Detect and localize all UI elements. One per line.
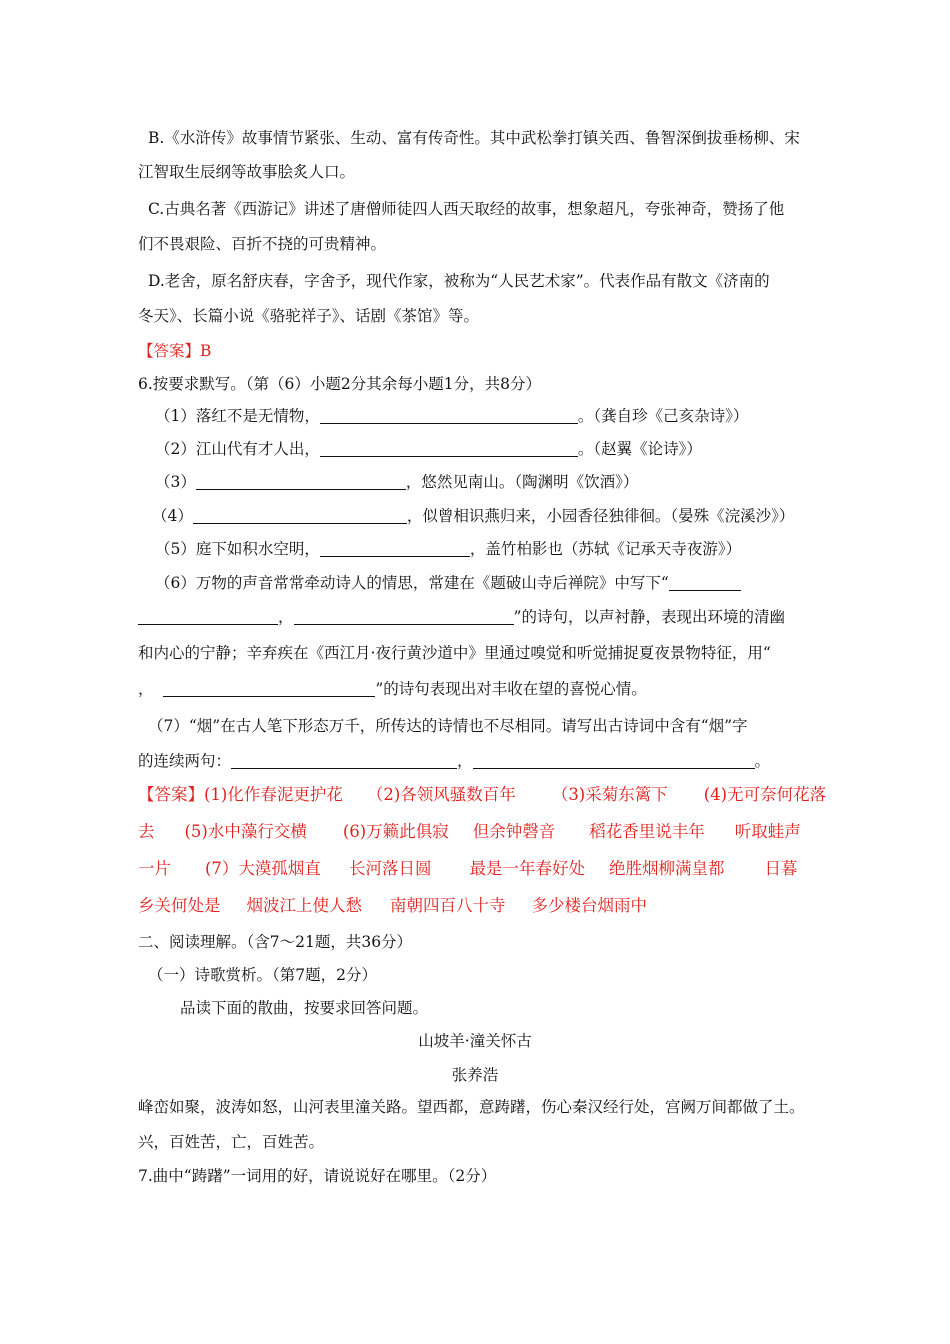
- q6-item2: （2）江山代有才人出， 。（赵翼《论诗》）: [155, 440, 702, 458]
- q7: 7.曲中“踌躇”一词用的好，请说说好在哪里。（2分）: [138, 1167, 497, 1185]
- q6-item6-line2: ， ”的诗句，以声衬静，表现出环境的清幽: [138, 606, 785, 628]
- answer-blank[interactable]: [294, 608, 514, 625]
- q6-item6-line4: ， ”的诗句表现出对丰收在望的喜悦心情。: [138, 680, 647, 698]
- option-d-line2: 冬天》、长篇小说《骆驼祥子》、话剧《茶馆》等。: [138, 307, 480, 325]
- q6-item6-line1: （6）万物的声音常常牵动诗人的情思，常建在《题破山寺后禅院》中写下“: [155, 572, 741, 594]
- q6-item7-line1: （7）“烟”在古人笔下形态万千，所传达的诗情也不尽相同。请写出古诗词中含有“烟”字: [148, 717, 748, 735]
- section-2-title: 二、阅读理解。（含7～21题，共36分）: [138, 933, 413, 951]
- answer-blank[interactable]: [196, 473, 406, 490]
- q6-item1: （1）落红不是无情物， 。（龚自珍《己亥杂诗》）: [155, 407, 749, 425]
- option-d-line1: D.老舍，原名舒庆春，字舍予，现代作家，被称为“人民艺术家”。代表作品有散文《济南的: [148, 272, 770, 290]
- q6-item7-line2: 的连续两句： ， 。: [138, 752, 771, 770]
- answer-blank[interactable]: [138, 608, 278, 625]
- answer-blank[interactable]: [320, 440, 578, 457]
- q6-item5: （5）庭下如积水空明， ，盖竹柏影也（苏轼《记承天寺夜游》）: [155, 540, 742, 558]
- q6-item3: （3） ，悠然见南山。（陶渊明《饮酒》）: [155, 473, 639, 491]
- poem-title: 山坡羊·潼关怀古: [418, 1032, 532, 1050]
- answer-blank[interactable]: [473, 752, 755, 769]
- q6-item6-line3: 和内心的宁静；辛弃疾在《西江月·夜行黄沙道中》里通过嗅觉和听觉捕捉夏夜景物特征，用“: [138, 644, 771, 662]
- poem-line1: 峰峦如聚，波涛如怒，山河表里潼关路。望西都，意踌躇，伤心秦汉经行处，宫阙万间都做了土。: [138, 1098, 805, 1116]
- answer-6-row4: 乡关何处是 烟波江上使人愁 南朝四百八十寺 多少楼台烟雨中: [138, 896, 647, 915]
- answer-blank[interactable]: [669, 574, 741, 591]
- answer-blank[interactable]: [320, 407, 578, 424]
- option-c-line2: 们不畏艰险、百折不挠的可贵精神。: [138, 235, 387, 253]
- option-c-line1: C.古典名著《西游记》讲述了唐僧师徒四人西天取经的故事，想象超凡，夸张神奇，赞扬了他: [148, 200, 785, 218]
- answer-6-row3: 一片 (7）大漠孤烟直 长河落日圆 最是一年春好处 绝胜烟柳满皇都 日暮: [138, 859, 798, 878]
- section-2-instruction: 品读下面的散曲，按要求回答问题。: [180, 999, 429, 1017]
- answer-blank[interactable]: [163, 680, 375, 697]
- poem-author: 张养浩: [451, 1066, 499, 1084]
- section-2-sub1: （一）诗歌赏析。（第7题，2分）: [148, 966, 377, 984]
- answer-6-row2: 去 (5)水中藻行交横 (6)万籁此俱寂 但余钟磬音 稻花香里说丰年 听取蛙声: [138, 822, 801, 841]
- q6-item4: （4） ，似曾相识燕归来，小园香径独徘徊。（晏殊《浣溪沙》）: [152, 507, 795, 525]
- poem-line2: 兴，百姓苦，亡，百姓苦。: [138, 1133, 325, 1151]
- answer-5: 【答案】B: [138, 342, 212, 360]
- answer-blank[interactable]: [193, 507, 407, 524]
- answer-blank[interactable]: [320, 540, 470, 557]
- option-b-line2: 江智取生辰纲等故事脍炙人口。: [138, 163, 356, 181]
- q6-title: 6.按要求默写。（第（6）小题2分其余每小题1分，共8分）: [138, 375, 541, 393]
- answer-blank[interactable]: [231, 752, 457, 769]
- option-b-line1: B.《水浒传》故事情节紧张、生动、富有传奇性。其中武松拳打镇关西、鲁智深倒拔垂杨柳、宋: [148, 129, 800, 147]
- answer-6-row1: 【答案】(1)化作春泥更护花 （2)各领风骚数百年 （3)采菊东篱下 (4)无可奈何花落: [138, 785, 827, 804]
